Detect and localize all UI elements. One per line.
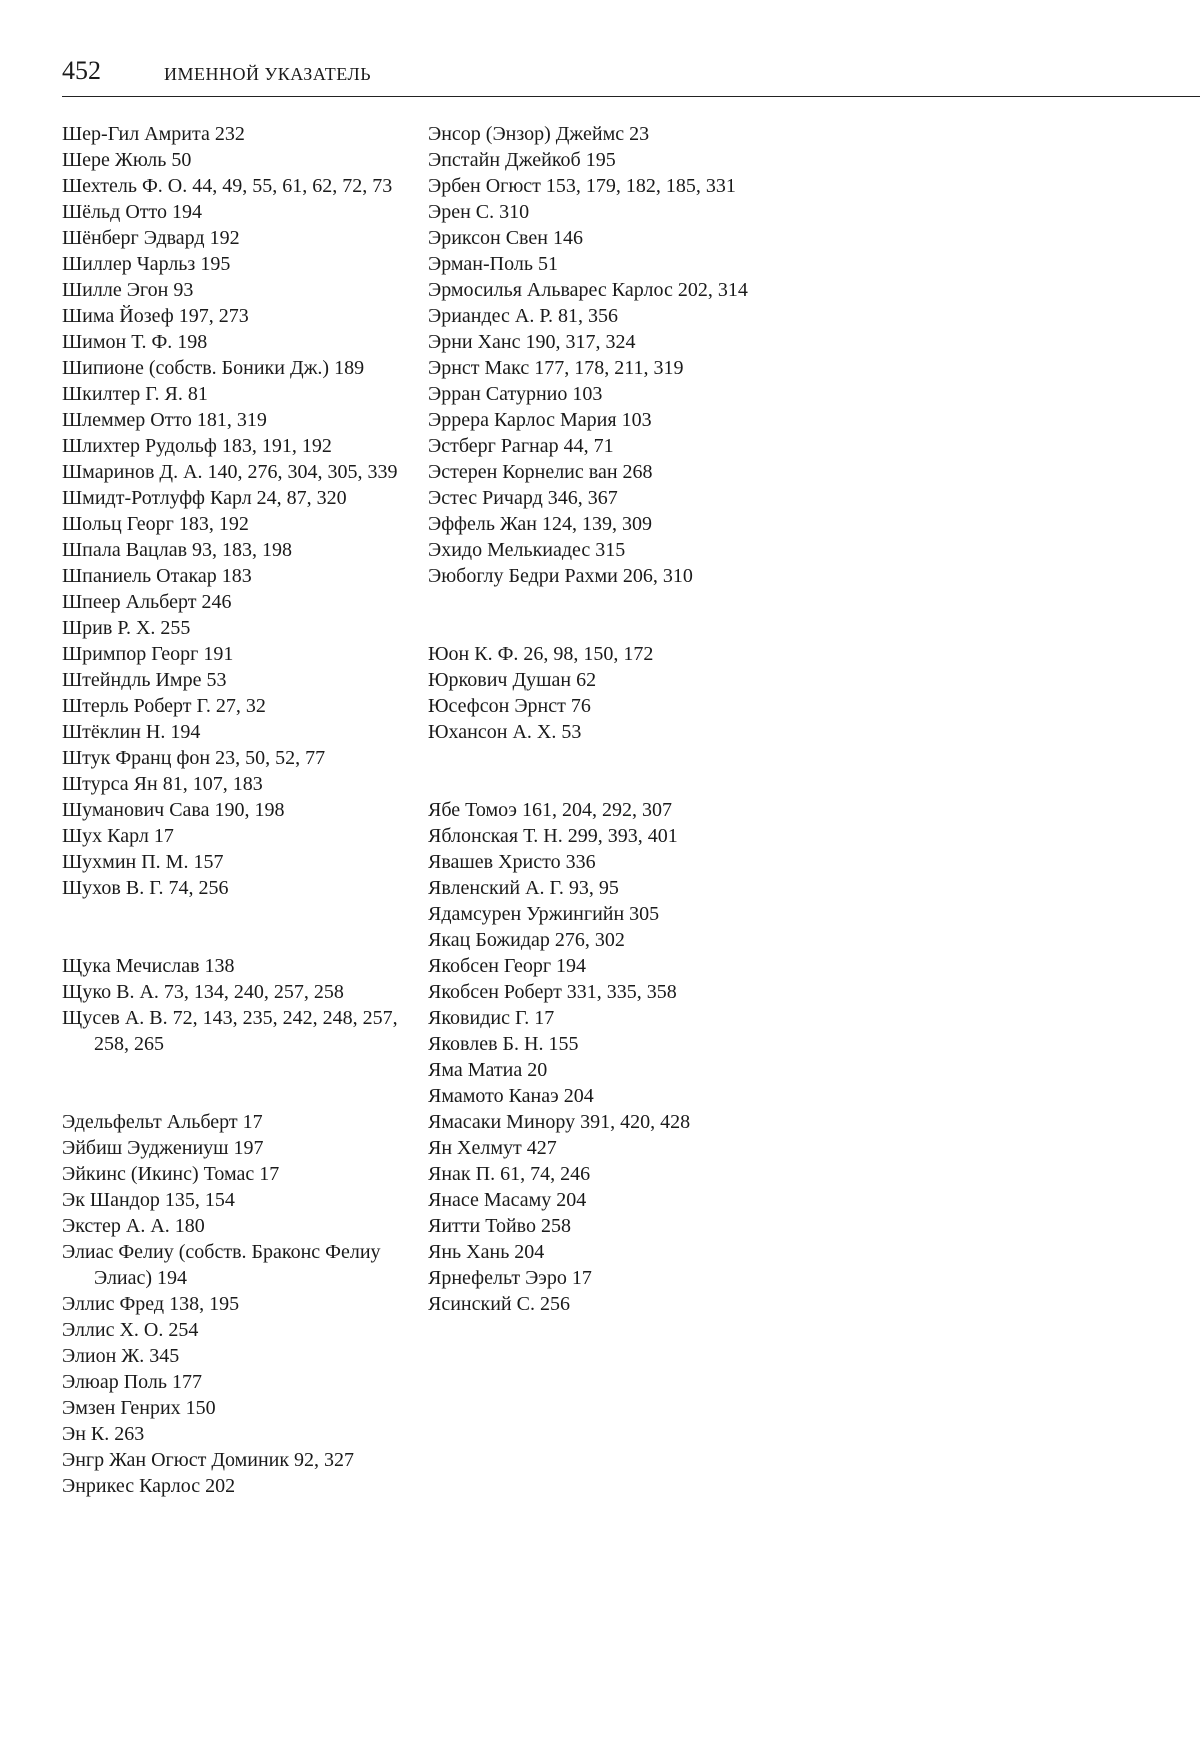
- index-entry: Энгр Жан Огюст Доминик 92, 327: [62, 1449, 355, 1471]
- index-entry: Эрмосилья Альварес Карлос 202, 314: [428, 279, 748, 301]
- index-entry: Эррера Карлос Мария 103: [428, 409, 652, 431]
- index-entry: Шима Йозеф 197, 273: [62, 305, 249, 327]
- index-entry: Шёнберг Эдвард 192: [62, 227, 240, 249]
- index-entry: Эхидо Мелькиадес 315: [428, 539, 626, 561]
- index-entry: Эпстайн Джейкоб 195: [428, 149, 616, 171]
- index-entry: Шмидт-Ротлуфф Карл 24, 87, 320: [62, 487, 347, 509]
- index-entry: Юркович Душан 62: [428, 669, 597, 691]
- index-column-left: [62, 121, 407, 1499]
- index-entry: Яблонская Т. Н. 299, 393, 401: [428, 825, 678, 847]
- index-entry: Эллис Х. О. 254: [62, 1319, 199, 1341]
- index-entry: Щуко В. А. 73, 134, 240, 257, 258: [62, 981, 344, 1003]
- index-entry: Эллис Фред 138, 195: [62, 1293, 240, 1315]
- group-gap: [428, 745, 768, 797]
- index-entry: Эюбоглу Бедри Рахми 206, 310: [428, 565, 693, 587]
- index-entry: Яковлев Б. Н. 155: [428, 1033, 579, 1055]
- index-entry: Эрбен Огюст 153, 179, 182, 185, 331: [428, 175, 736, 197]
- index-entry: Энрикес Карлос 202: [62, 1475, 236, 1497]
- index-entry: Шпеер Альберт 246: [62, 591, 232, 613]
- index-entry: Энсор (Энзор) Джеймс 23: [428, 123, 650, 145]
- index-entry: Шрив Р. Х. 255: [62, 617, 191, 639]
- index-entry: Юхансон А. Х. 53: [428, 721, 582, 743]
- index-entry: Шухмин П. М. 157: [62, 851, 224, 873]
- index-entry: Шиллер Чарльз 195: [62, 253, 231, 275]
- index-entry: Шольц Георг 183, 192: [62, 513, 249, 535]
- index-entry: Шер-Гил Амрита 232: [62, 123, 245, 145]
- index-entry: Эрнст Макс 177, 178, 211, 319: [428, 357, 684, 379]
- index-entry: Шухов В. Г. 74, 256: [62, 877, 229, 899]
- page-header: [62, 56, 1200, 97]
- page-number: 452: [62, 56, 101, 85]
- index-entry: Шехтель Ф. О. 44, 49, 55, 61, 62, 72, 73: [62, 175, 393, 197]
- index-entry: Явашев Христо 336: [428, 851, 596, 873]
- index-entry: Яма Матиа 20: [428, 1059, 548, 1081]
- index-entry: Штурса Ян 81, 107, 183: [62, 773, 263, 795]
- index-group-sh: [62, 121, 407, 901]
- index-entry: Эстес Ричард 346, 367: [428, 487, 618, 509]
- index-entry: Экстер А. А. 180: [62, 1215, 205, 1237]
- index-group-e-cont: [428, 121, 768, 589]
- index-entry: Эдельфельт Альберт 17: [62, 1111, 263, 1133]
- index-entry: Явленский А. Г. 93, 95: [428, 877, 619, 899]
- index-entry: Эстерен Корнелис ван 268: [428, 461, 653, 483]
- index-entry: Ямамото Канаэ 204: [428, 1085, 594, 1107]
- index-entry: Шпаниель Отакар 183: [62, 565, 252, 587]
- index-entry: Шуманович Сава 190, 198: [62, 799, 285, 821]
- index-column-right: [428, 121, 768, 1317]
- index-entry: Штерль Роберт Г. 27, 32: [62, 695, 266, 717]
- index-entry: Эмзен Генрих 150: [62, 1397, 216, 1419]
- index-entry: Якобсен Георг 194: [428, 955, 587, 977]
- index-group-yu: [428, 641, 768, 745]
- index-entry: Щусев А. В. 72, 143, 235, 242, 248, 257, 258, 265: [62, 1007, 398, 1055]
- index-group-shch: [62, 953, 407, 1057]
- index-entry: Эффель Жан 124, 139, 309: [428, 513, 652, 535]
- index-entry: Эрман-Поль 51: [428, 253, 558, 275]
- index-entry: Штёклин Н. 194: [62, 721, 201, 743]
- index-entry: Элиас Фелиу (собств. Браконс Фелиу Элиас) 194: [62, 1241, 381, 1289]
- index-entry: Юсефсон Эрнст 76: [428, 695, 591, 717]
- index-entry: Шух Карл 17: [62, 825, 174, 847]
- index-entry: Янь Хань 204: [428, 1241, 545, 1263]
- index-entry: Шпала Вацлав 93, 183, 198: [62, 539, 293, 561]
- index-entry: Шримпор Георг 191: [62, 643, 234, 665]
- index-entry: Янасе Масаму 204: [428, 1189, 587, 1211]
- index-entry: Штук Франц фон 23, 50, 52, 77: [62, 747, 326, 769]
- index-entry: Элюар Поль 177: [62, 1371, 203, 1393]
- index-group-e: [62, 1109, 407, 1499]
- index-entry: Шлихтер Рудольф 183, 191, 192: [62, 435, 332, 457]
- index-entry: Эрни Ханс 190, 317, 324: [428, 331, 636, 353]
- index-group-ya: [428, 797, 768, 1317]
- index-entry: Эн К. 263: [62, 1423, 145, 1445]
- index-entry: Эриксон Свен 146: [428, 227, 583, 249]
- index-entry: Шмаринов Д. А. 140, 276, 304, 305, 339: [62, 461, 398, 483]
- index-entry: Шилле Эгон 93: [62, 279, 194, 301]
- index-entry: Эйбиш Эуджениуш 197: [62, 1137, 264, 1159]
- index-entry: Эрран Сатурнио 103: [428, 383, 603, 405]
- group-gap: [428, 589, 768, 641]
- index-entry: Штейндль Имре 53: [62, 669, 227, 691]
- index-entry: Юон К. Ф. 26, 98, 150, 172: [428, 643, 654, 665]
- group-gap: [62, 1057, 407, 1109]
- index-entry: Шимон Т. Ф. 198: [62, 331, 208, 353]
- index-entry: Ясинский С. 256: [428, 1293, 570, 1315]
- index-entry: Щука Мечислав 138: [62, 955, 235, 977]
- index-entry: Элион Ж. 345: [62, 1345, 180, 1367]
- index-entry: Ян Хелмут 427: [428, 1137, 557, 1159]
- index-entry: Шкилтер Г. Я. 81: [62, 383, 208, 405]
- group-gap: [62, 901, 407, 953]
- index-entry: Ямасаки Минору 391, 420, 428: [428, 1111, 691, 1133]
- index-entry: Якобсен Роберт 331, 335, 358: [428, 981, 677, 1003]
- index-entry: Шёльд Отто 194: [62, 201, 202, 223]
- index-entry: Шипионе (собств. Боники Дж.) 189: [62, 357, 365, 379]
- index-entry: Ярнефельт Ээро 17: [428, 1267, 592, 1289]
- running-title: ИМЕННОЙ УКАЗАТЕЛЬ: [164, 64, 372, 84]
- index-entry: Эйкинс (Икинс) Томас 17: [62, 1163, 280, 1185]
- index-entry: Яитти Тойво 258: [428, 1215, 571, 1237]
- index-entry: Яковидис Г. 17: [428, 1007, 555, 1029]
- index-entry: Эрен С. 310: [428, 201, 530, 223]
- index-entry: Эстберг Рагнар 44, 71: [428, 435, 614, 457]
- index-entry: Шере Жюль 50: [62, 149, 192, 171]
- index-entry: Эк Шандор 135, 154: [62, 1189, 235, 1211]
- index-entry: Эриандес А. Р. 81, 356: [428, 305, 618, 327]
- index-entry: Якац Божидар 276, 302: [428, 929, 625, 951]
- index-entry: Ябе Томоэ 161, 204, 292, 307: [428, 799, 672, 821]
- index-entry: Ядамсурен Уржингийн 305: [428, 903, 660, 925]
- index-entry: Шлеммер Отто 181, 319: [62, 409, 267, 431]
- index-entry: Янак П. 61, 74, 246: [428, 1163, 591, 1185]
